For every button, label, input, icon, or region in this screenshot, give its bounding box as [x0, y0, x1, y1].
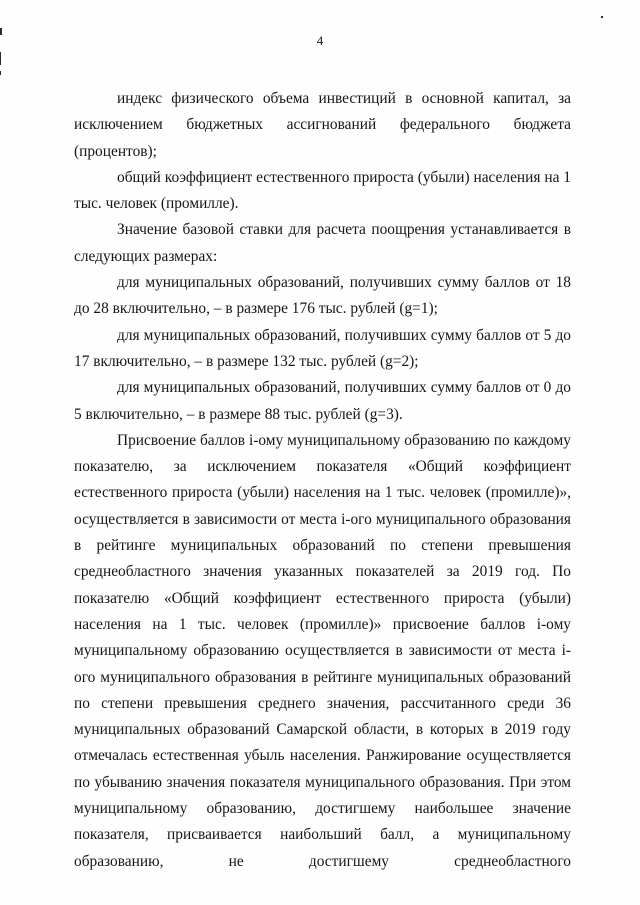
scan-edge-mark: [601, 16, 603, 18]
paragraph-rate-g2: для муниципальных образований, получивших сумму баллов от 5 до 17 включительно, – в размере 132 тыс. рублей (g=2);: [74, 326, 571, 370]
paragraph-indicator-investments: индекс физического объема инвестиций в основной капитал, за исключением бюджетных ассигнований федерального бюджета (процентов);: [74, 90, 571, 160]
paragraph-indicator-population: общий коэффициент естественного прироста (убыли) населения на 1 тыс. человек (промилле).: [74, 168, 571, 213]
paragraph-base-rate-intro: Значение базовой ставки для расчета поощрения устанавливается в следующих размерах:: [74, 221, 571, 265]
page-number: 4: [316, 33, 324, 48]
document-body: [74, 86, 571, 875]
paragraph-rate-g3: для муниципальных образований, получивших сумму баллов от 0 до 5 включительно, – в размере 88 тыс. рублей (g=3).: [74, 379, 571, 423]
paragraph-rate-g1: для муниципальных образований, получивших сумму баллов от 18 до 28 включительно, – в размере 176 тыс. рублей (g=1);: [74, 274, 571, 318]
scan-edge-mark: [0, 71, 1, 75]
scan-edge-mark: [0, 52, 1, 65]
paragraph-scoring-rules: Присвоение баллов i-ому муниципальному образованию по каждому показателю, за исключением показателя «Общий коэффициент естественного прироста (убыли) населения на 1 тыс. человек (промилле)», осуществляется в зависимости от места i-ого муниципального образования в рейтинге муниципальных образований по степени превышения среднеобластного значения указанных показателей за 2019 год. По показателю «Общий коэффициент естественного прироста (убыли) населения на 1 тыс. человек (промилле)» присвоение баллов i-ому муниципальному образованию осуществляется в зависимости от места i-ого муниципального образования в рейтинге муниципальных образований по степени превышения среднего значения, рассчитанного среди 36 муниципальных образований Самарской области, в которых в 2019 году отмечалась естественная убыль населения. Ранжирование осуществляется по убыванию значения показателя муниципального образования. При этом муниципальному образованию, достигшему наибольшее значение показателя, присваивается наибольший балл, а муниципальному образованию, не достигшему среднеобластного: [74, 431, 571, 870]
